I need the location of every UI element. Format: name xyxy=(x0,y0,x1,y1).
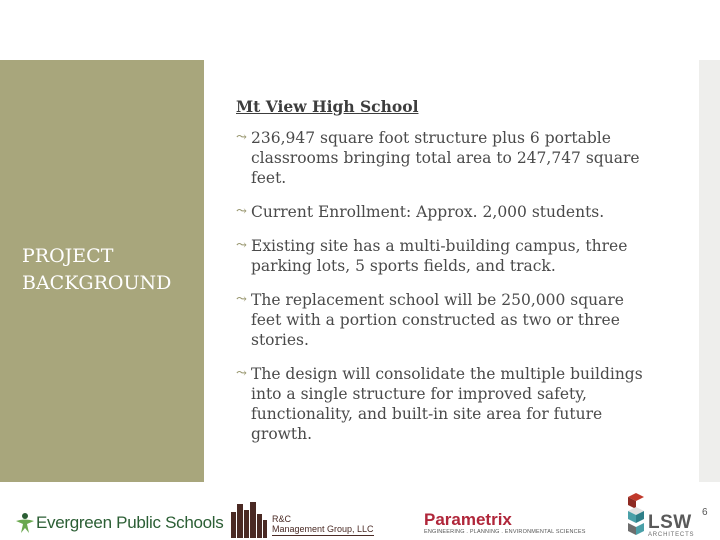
right-edge-strip xyxy=(699,60,720,482)
curved-arrow-icon: ⤳ xyxy=(236,292,247,307)
evergreen-logo xyxy=(14,512,223,534)
curved-arrow-icon: ⤳ xyxy=(236,204,247,219)
parametrix-logo-text: Parametrix xyxy=(424,510,512,529)
lsw-logo xyxy=(626,493,696,539)
bullet-text: The design will consolidate the multiple buildings into a single structure for improved safety, functionality, and built-in site area for future growth. xyxy=(251,365,643,443)
evergreen-person-icon xyxy=(14,512,36,534)
rc-management-logo xyxy=(229,500,374,538)
bullet-text: The replacement school will be 250,000 square feet with a portion constructed as two or three stories. xyxy=(251,291,624,349)
curved-arrow-icon: ⤳ xyxy=(236,130,247,145)
rc-logo-line1: R&C xyxy=(272,514,292,524)
parametrix-logo xyxy=(424,511,586,535)
evergreen-logo-text: Evergreen Public Schools xyxy=(36,513,224,532)
bullet-text: Current Enrollment: Approx. 2,000 students. xyxy=(251,203,605,221)
parametrix-tagline: ENGINEERING . PLANNING . ENVIRONMENTAL SCIENCES xyxy=(424,529,586,535)
list-item xyxy=(236,364,656,444)
bullet-text: 236,947 square foot structure plus 6 portable classrooms bringing total area to 247,747 square feet. xyxy=(251,129,640,187)
list-item xyxy=(236,202,656,222)
lsw-logo-subtitle: ARCHITECTS xyxy=(648,532,695,538)
rc-logo-line2: Management Group, LLC xyxy=(272,524,374,534)
bullet-list xyxy=(236,128,656,458)
lsw-logo-text: LSW xyxy=(648,512,692,533)
curved-arrow-icon: ⤳ xyxy=(236,238,247,253)
list-item xyxy=(236,128,656,188)
list-item xyxy=(236,236,656,276)
lsw-cubes-icon xyxy=(626,493,646,537)
slide-heading: Mt View High School xyxy=(236,97,419,116)
city-skyline-icon xyxy=(229,500,269,538)
rc-logo-text xyxy=(272,514,374,536)
page-number: 6 xyxy=(702,507,708,518)
list-item xyxy=(236,290,656,350)
curved-arrow-icon: ⤳ xyxy=(236,366,247,381)
section-title: PROJECT BACKGROUND xyxy=(22,245,172,294)
bullet-text: Existing site has a multi-building campus, three parking lots, 5 sports fields, and track. xyxy=(251,237,628,275)
